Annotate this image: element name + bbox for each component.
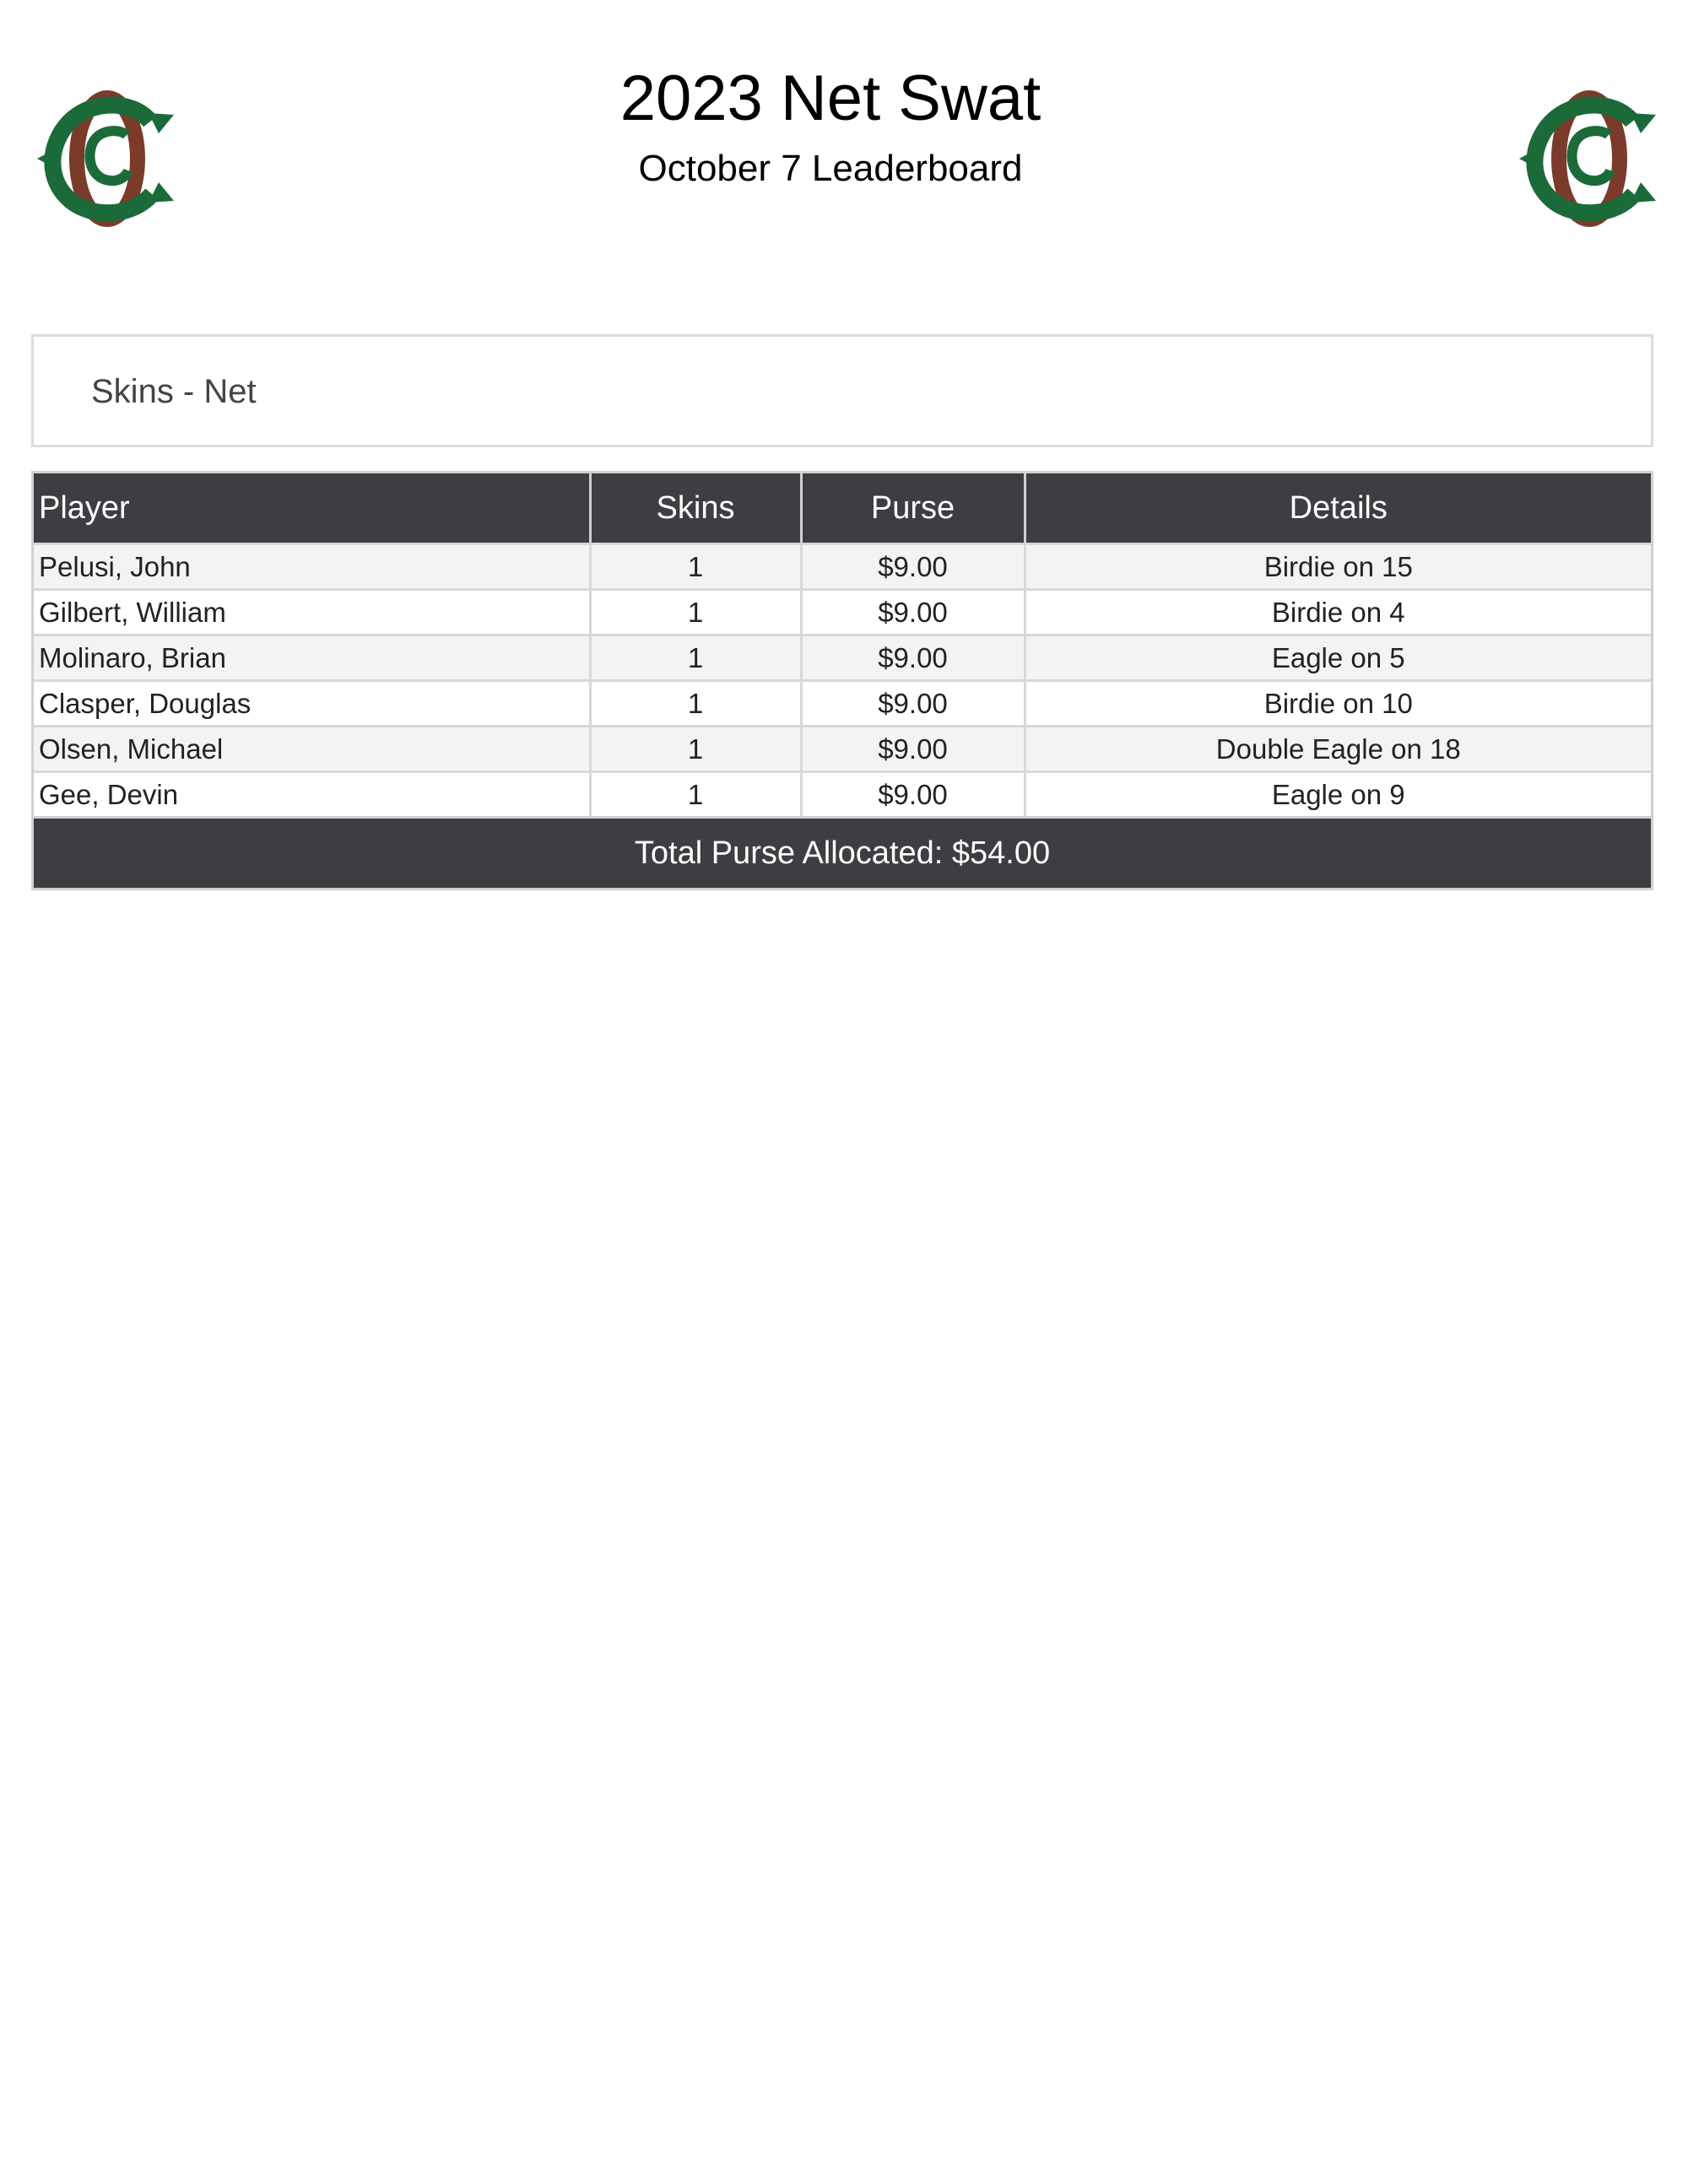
skins-count: 1 [590,681,801,727]
purse-amount: $9.00 [801,681,1025,727]
skins-count: 1 [590,772,801,817]
table-row [34,727,1651,772]
purse-amount: $9.00 [801,544,1025,590]
table-row [34,635,1651,681]
skin-details: Double Eagle on 18 [1025,727,1651,772]
section-label: Skins - Net [91,373,257,410]
skin-details: Eagle on 9 [1025,772,1651,817]
page-subtitle: October 7 Leaderboard [638,148,1023,189]
purse-amount: $9.00 [801,772,1025,817]
player-name: Pelusi, John [34,544,590,590]
player-name: Gilbert, William [34,590,590,635]
purse-amount: $9.00 [801,635,1025,681]
table-header-row [34,473,1651,544]
page-title: 2023 Net Swat [619,62,1041,134]
skins-count: 1 [590,590,801,635]
column-header-details: Details [1025,473,1651,544]
skin-details: Eagle on 5 [1025,635,1651,681]
leaderboard-table [31,471,1653,890]
section-header [31,334,1653,447]
skin-details: Birdie on 10 [1025,681,1651,727]
table-row [34,544,1651,590]
total-purse-footer: Total Purse Allocated: $54.00 [34,816,1651,888]
skin-details: Birdie on 4 [1025,590,1651,635]
player-name: Molinaro, Brian [34,635,590,681]
skins-count: 1 [590,544,801,590]
table-row [34,681,1651,727]
column-header-skins: Skins [590,473,801,544]
player-name: Gee, Devin [34,772,590,817]
purse-amount: $9.00 [801,727,1025,772]
skins-count: 1 [590,727,801,772]
purse-amount: $9.00 [801,590,1025,635]
table-row [34,772,1651,817]
skins-count: 1 [590,635,801,681]
skin-details: Birdie on 15 [1025,544,1651,590]
player-name: Olsen, Michael [34,727,590,772]
column-header-purse: Purse [801,473,1025,544]
column-header-player: Player [34,473,590,544]
player-name: Clasper, Douglas [34,681,590,727]
table-row [34,590,1651,635]
